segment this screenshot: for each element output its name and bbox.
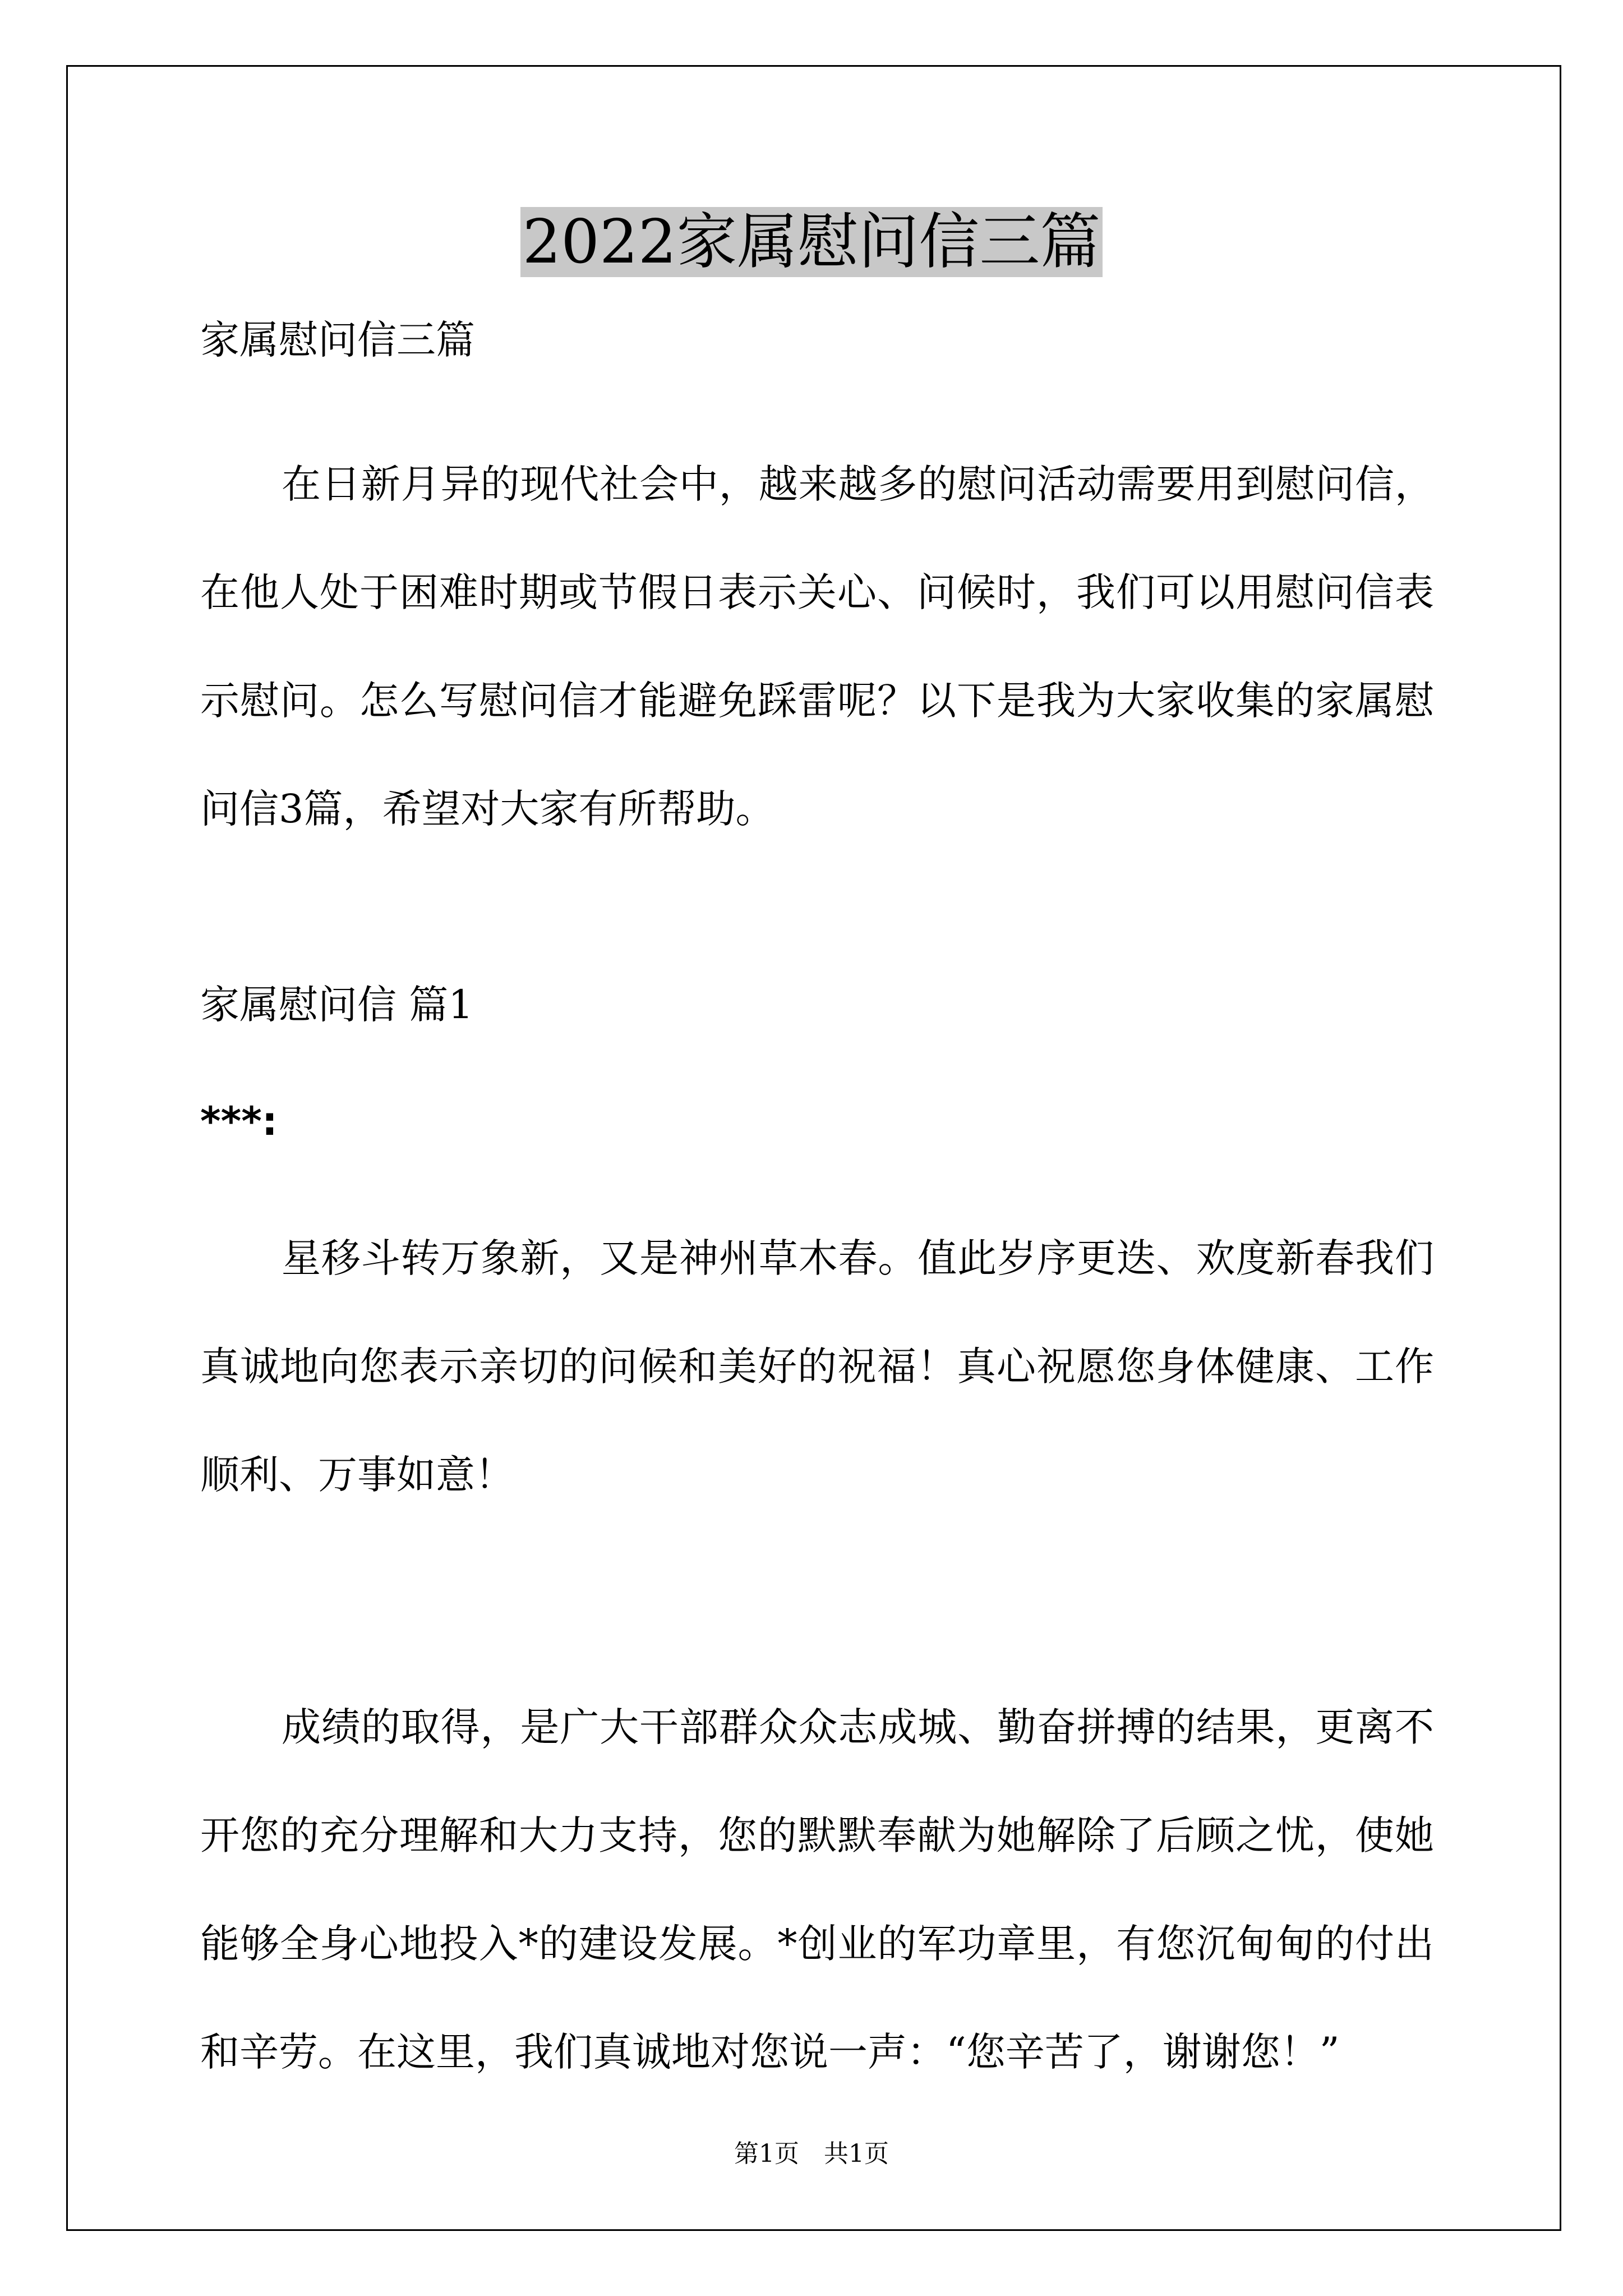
letter-paragraph-2: 成绩的取得，是广大干部群众众志成城、勤奋拼搏的结果，更离不开您的充分理解和大力支持，您的默默奉献为她解除了后顾之忧，使她能够全身心地投入*的建设发展。*创业的军功章里，有您沉甸甸的付出和辛劳。在这里，我们真诚地对您说一声：“您辛苦了，谢谢您！” <box>200 1704 1434 2075</box>
document-title-text: 2022家属慰问信三篇 <box>520 207 1103 277</box>
section-heading: 家属慰问信 篇1 <box>200 982 473 1028</box>
document-subtitle: 家属慰问信三篇 <box>200 317 475 363</box>
intro-paragraph: 在日新月异的现代社会中，越来越多的慰问活动需要用到慰问信，在他人处于困难时期或节假日表示关心、问候时，我们可以用慰问信表示慰问。怎么写慰问信才能避免踩雷呢？以下是我为大家收集的家属慰问信3篇，希望对大家有所帮助。 <box>200 461 1434 832</box>
letter-paragraph-1: 星移斗转万象新，又是神州草木春。值此岁序更迭、欢度新春我们真诚地向您表示亲切的问候和美好的祝福！真心祝愿您身体健康、工作顺利、万事如意！ <box>200 1235 1434 1498</box>
page-footer: 第1页 共1页 <box>734 2139 889 2168</box>
document-title <box>0 206 1623 278</box>
letter-greeting: ***: <box>200 1098 278 1144</box>
